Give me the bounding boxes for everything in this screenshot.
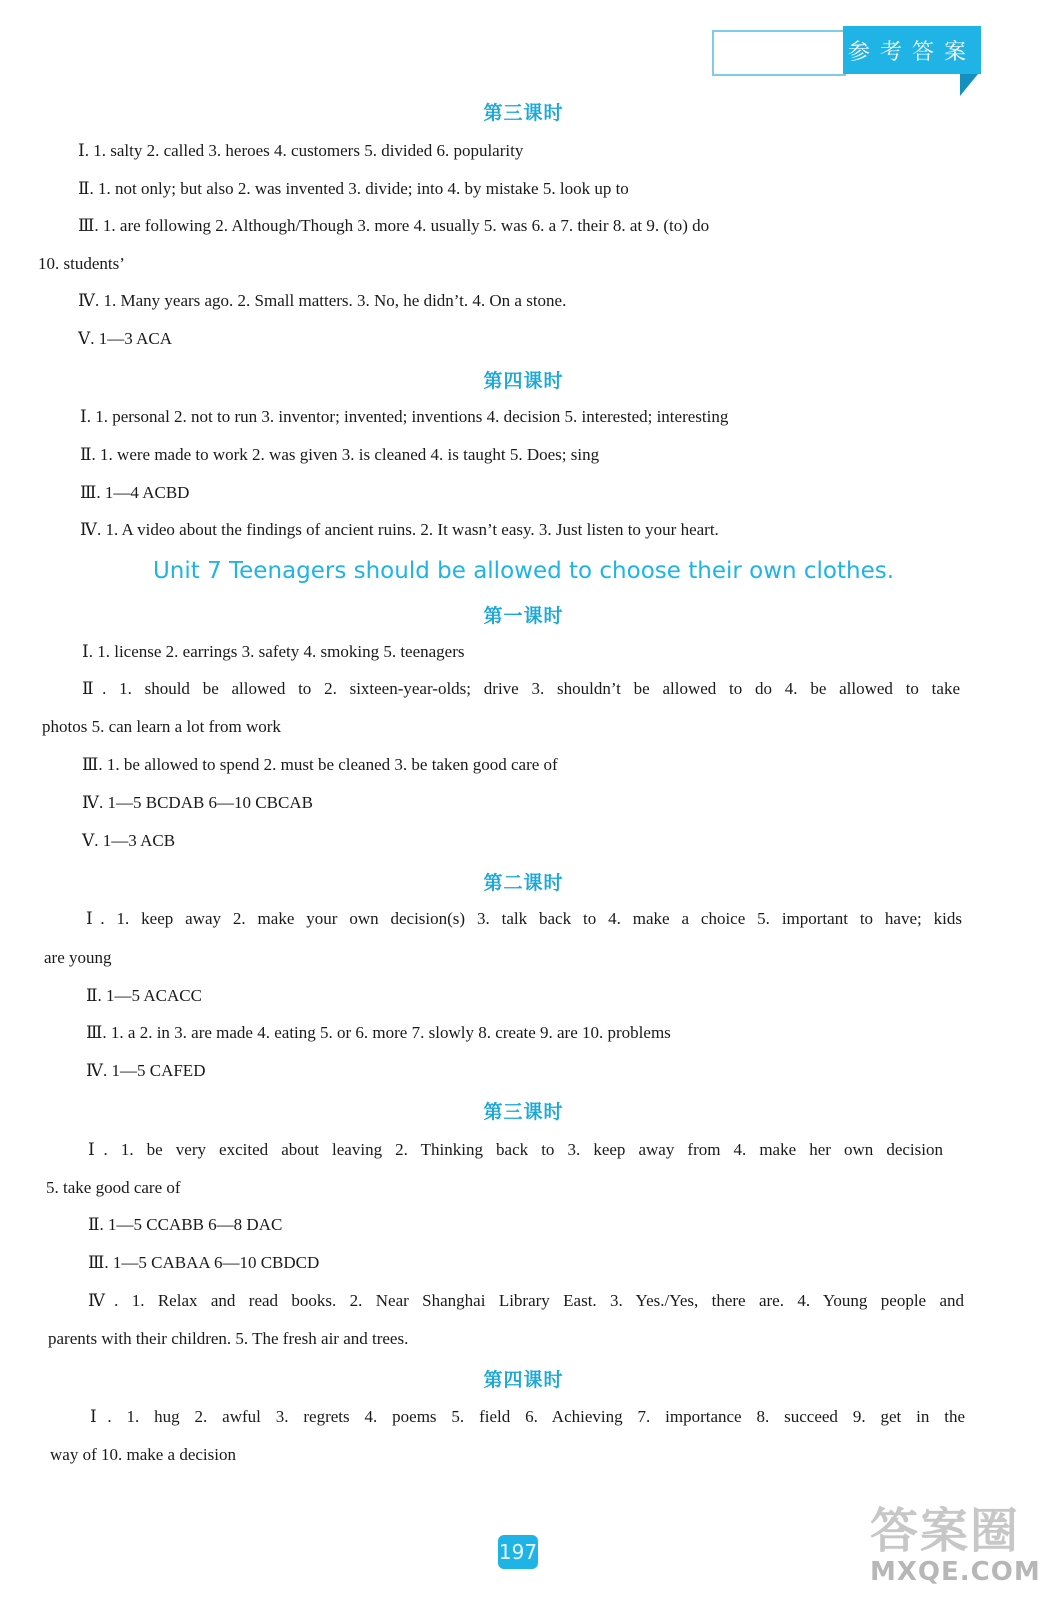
answer-line-continued: 10. students’: [38, 254, 125, 273]
answer-line: Ⅲ. 1. a 2. in 3. are made 4. eating 5. or 6. more 7. slowly 8. create 9. are 10. problems: [86, 1023, 671, 1042]
lesson-title: 第三课时: [483, 1101, 564, 1123]
answer-line-continued: way of 10. make a decision: [50, 1445, 236, 1464]
answer-line: Ⅱ. 1. were made to work 2. was given 3. is cleaned 4. is taught 5. Does; sing: [80, 445, 600, 464]
page-number: 197: [498, 1535, 538, 1569]
answer-line-continued: photos 5. can learn a lot from work: [42, 717, 281, 736]
unit-title: Unit 7 Teenagers should be allowed to choose their own clothes.: [152, 558, 895, 584]
lesson-title: 第四课时: [483, 370, 564, 392]
site-watermark: [870, 1505, 1040, 1595]
watermark-logo-text: 答案圈: [870, 1503, 1021, 1559]
answer-line: Ⅲ. 1. are following 2. Although/Though 3. more 4. usually 5. was 6. a 7. their 8. at 9. (to) do: [78, 216, 710, 235]
lesson-title: 第四课时: [483, 1369, 564, 1391]
watermark-url-text: MXQE.COM: [870, 1557, 1041, 1587]
answer-line-continued: 5. take good care of: [46, 1178, 181, 1197]
answer-line: Ⅰ. 1. personal 2. not to run 3. inventor; invented; inventions 4. decision 5. interested; interesting: [80, 407, 729, 426]
answer-key-tag: 参考答案: [843, 26, 981, 74]
answer-line: Ⅲ. 1. be allowed to spend 2. must be cleaned 3. be taken good care of: [82, 755, 558, 774]
answer-line: Ⅰ. 1. salty 2. called 3. heroes 4. customers 5. divided 6. popularity: [78, 141, 524, 160]
tag-corner-icon: [960, 74, 978, 96]
answer-line: Ⅳ. 1. Relax and read books. 2. Near Shanghai Library East. 3. Yes./Yes, there are. 4. Young people and: [88, 1291, 964, 1310]
answer-line: Ⅲ. 1—5 CABAA 6—10 CBDCD: [88, 1253, 320, 1272]
header-blank-box: [712, 30, 846, 76]
answer-line: Ⅱ. 1—5 ACACC: [86, 986, 202, 1005]
answer-line: Ⅲ. 1—4 ACBD: [80, 483, 190, 502]
answer-line: Ⅳ. 1—5 BCDAB 6—10 CBCAB: [82, 793, 313, 812]
lesson-title: 第一课时: [483, 605, 564, 627]
answer-line-continued: are young: [44, 948, 112, 967]
answer-line-continued: parents with their children. 5. The fresh air and trees.: [48, 1329, 409, 1348]
answer-line: Ⅳ. 1. Many years ago. 2. Small matters. 3. No, he didn’t. 4. On a stone.: [78, 291, 567, 310]
answer-line: Ⅰ. 1. hug 2. awful 3. regrets 4. poems 5. field 6. Achieving 7. importance 8. succeed 9. get in the: [90, 1407, 965, 1426]
lesson-title: 第二课时: [483, 872, 564, 894]
answer-line: Ⅴ. 1—3 ACA: [78, 329, 172, 348]
answer-line: Ⅳ. 1. A video about the findings of ancient ruins. 2. It wasn’t easy. 3. Just listen to your heart.: [80, 520, 719, 539]
answer-line: Ⅱ. 1—5 CCABB 6—8 DAC: [88, 1215, 283, 1234]
answer-line: Ⅳ. 1—5 CAFED: [86, 1061, 206, 1080]
lesson-title: 第三课时: [483, 102, 564, 124]
answer-line: Ⅱ. 1. should be allowed to 2. sixteen-year-olds; drive 3. shouldn’t be allowed to do 4. be allowed to take: [82, 679, 960, 698]
answer-line: Ⅰ. 1. keep away 2. make your own decision(s) 3. talk back to 4. make a choice 5. important to have; kids: [86, 909, 962, 928]
answer-line: Ⅰ. 1. license 2. earrings 3. safety 4. smoking 5. teenagers: [82, 642, 465, 661]
answer-line: Ⅰ. 1. be very excited about leaving 2. Thinking back to 3. keep away from 4. make her own decision: [88, 1140, 943, 1159]
answer-line: Ⅴ. 1—3 ACB: [82, 831, 176, 850]
answer-line: Ⅱ. 1. not only; but also 2. was invented 3. divide; into 4. by mistake 5. look up to: [78, 179, 629, 198]
